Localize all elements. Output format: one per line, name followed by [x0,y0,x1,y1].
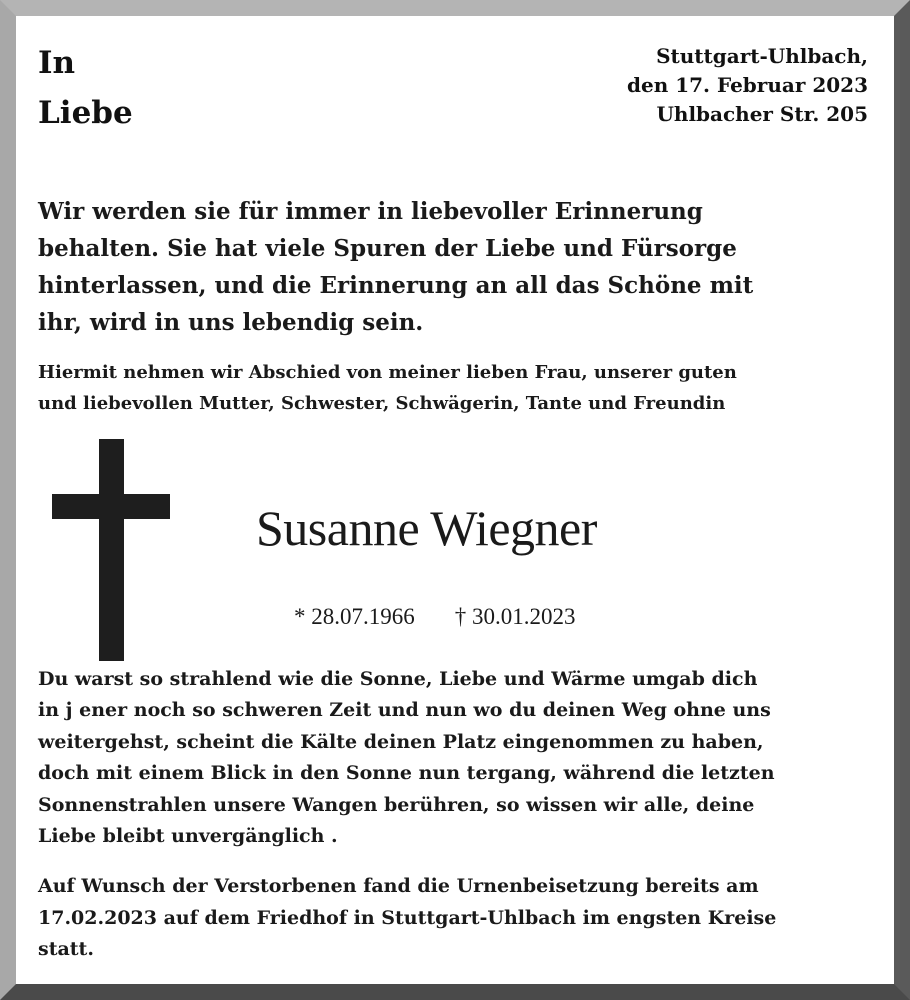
poem-line: in j ener noch so schweren Zeit und nun wo du deinen Weg ohne uns [38,699,771,722]
intro-line: Wir werden sie für immer in liebevoller Erinnerung [38,198,703,225]
deceased-name: Susanne Wiegner [256,500,597,556]
burial-notice [38,871,776,966]
death-date: † 30.01.2023 [454,604,576,629]
birth-date: * 28.07.1966 [294,604,415,629]
poem-paragraph [38,664,775,852]
address-line: Uhlbacher Str. 205 [656,102,868,126]
address-line: den 17. Februar 2023 [627,73,868,97]
notice-line: Auf Wunsch der Verstorbenen fand die Urnenbeisetzung bereits am [38,875,759,897]
intro-paragraph [38,193,858,341]
life-dates [294,602,576,632]
notice-line: statt. [38,938,94,960]
notice-line: 17.02.2023 auf dem Friedhof in Stuttgart-Uhlbach im engsten Kreise [38,906,777,929]
farewell-line: und liebevollen Mutter, Schwester, Schwägerin, Tante und Freundin [38,393,726,414]
poem-line: Du warst so strahlend wie die Sonne, Liebe und Wärme umgab dich [38,668,758,690]
intro-line: behalten. Sie hat viele Spuren der Liebe und Fürsorge [38,235,737,262]
cross-horizontal-bar [52,494,170,519]
obituary-card [16,16,894,984]
in-liebe-heading [38,38,133,138]
farewell-paragraph [38,357,737,419]
heading-line: In [38,45,76,81]
poem-line: doch mit einem Blick in den Sonne nun tergang, während die letzten [38,762,775,785]
poem-line: Sonnenstrahlen unsere Wangen berühren, so wissen wir alle, deine [38,793,755,816]
address-line: Stuttgart-Uhlbach, [656,44,868,68]
christian-cross-icon [52,439,170,661]
heading-line: Liebe [38,95,133,131]
cross-vertical-bar [99,439,124,661]
poem-line: weitergehst, scheint die Kälte deinen Platz eingenommen zu haben, [38,730,764,753]
place-date-address [627,42,868,129]
farewell-line: Hiermit nehmen wir Abschied von meiner lieben Frau, unserer guten [38,362,737,383]
intro-line: hinterlassen, und die Erinnerung an all das Schöne mit [38,272,754,299]
intro-line: ihr, wird in uns lebendig sein. [38,309,424,336]
poem-line: Liebe bleibt unvergänglich . [38,825,338,848]
